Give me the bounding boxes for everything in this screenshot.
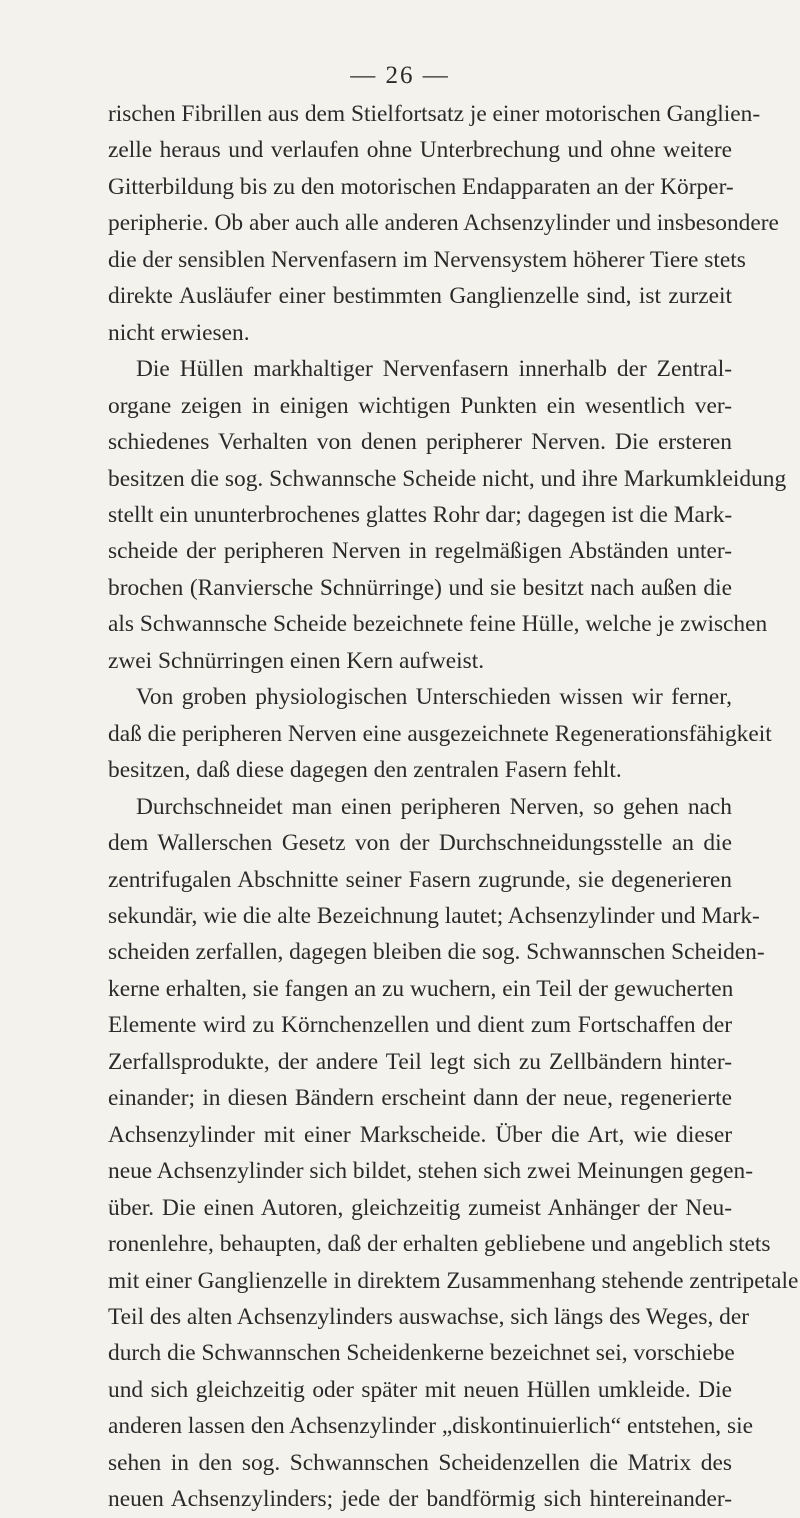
text-line: Von groben physiologischen Unterschieden wissen wir ferner, xyxy=(136,684,732,711)
text-line: peripherie. Ob aber auch alle anderen Achsenzylinder und insbesondere xyxy=(108,210,779,237)
text-line: Achsenzylinder mit einer Markscheide. Über die Art, wie dieser xyxy=(108,1121,732,1148)
body-text xyxy=(108,96,799,1518)
text-line: besitzen die sog. Schwannsche Scheide nicht, und ihre Markumkleidung xyxy=(108,465,787,492)
text-line: neue Achsenzylinder sich bildet, stehen sich zwei Meinungen gegen- xyxy=(108,1158,753,1185)
text-line: kerne erhalten, sie fangen an zu wuchern, ein Teil der gewucherten xyxy=(108,975,734,1002)
paragraph xyxy=(108,96,779,351)
text-line: ronenlehre, behaupten, daß der erhalten gebliebene und angeblich stets xyxy=(108,1231,771,1258)
text-line: scheiden zerfallen, dagegen bleiben die sog. Schwannschen Scheiden- xyxy=(108,939,765,966)
text-line: Elemente wird zu Körnchenzellen und dient zum Fortschaffen der xyxy=(108,1012,732,1039)
text-line: Die Hüllen markhaltiger Nervenfasern innerhalb der Zentral- xyxy=(136,356,732,383)
text-line: sehen in den sog. Schwannschen Scheidenzellen die Matrix des xyxy=(108,1449,732,1476)
page-number: — 26 — xyxy=(350,62,450,89)
text-line: rischen Fibrillen aus dem Stielfortsatz je einer motorischen Ganglien- xyxy=(108,101,761,127)
text-line: direkte Ausläufer einer bestimmten Ganglienzelle sind, ist zurzeit xyxy=(108,283,732,310)
text-line: schiedenes Verhalten von denen peripherer Nerven. Die ersteren xyxy=(108,429,732,456)
text-line: Teil des alten Achsenzylinders auswachse, sich längs des Weges, der xyxy=(108,1303,750,1330)
text-line: und sich gleichzeitig oder später mit neuen Hüllen umkleide. Die xyxy=(108,1376,732,1403)
text-line: daß die peripheren Nerven eine ausgezeichnete Regenerationsfähigkeit xyxy=(108,720,772,747)
text-line: zentrifugalen Abschnitte seiner Fasern zugrunde, sie degenerieren xyxy=(108,866,732,893)
text-line: über. Die einen Autoren, gleichzeitig zumeist Anhänger der Neu- xyxy=(108,1194,732,1221)
text-line: zelle heraus und verlaufen ohne Unterbrechung und ohne weitere xyxy=(108,137,732,164)
text-line: einander; in diesen Bändern erscheint dann der neue, regenerierte xyxy=(108,1085,732,1112)
text-line: als Schwannsche Scheide bezeichnete feine Hülle, welche je zwischen xyxy=(108,611,768,638)
text-line: Durchschneidet man einen peripheren Nerven, so gehen nach xyxy=(136,793,732,820)
text-line: Gitterbildung bis zu den motorischen Endapparaten an der Körper- xyxy=(108,173,734,200)
text-line: stellt ein ununterbrochenes glattes Rohr dar; dagegen ist die Mark- xyxy=(108,501,733,528)
text-line: die der sensiblen Nervenfasern im Nervensystem höherer Tiere stets xyxy=(108,246,746,273)
text-line: durch die Schwannschen Scheidenkerne bezeichnet sei, vorschiebe xyxy=(108,1340,735,1367)
text-line: nicht erwiesen. xyxy=(108,319,250,346)
text-line: brochen (Ranviersche Schnürringe) und sie besitzt nach außen die xyxy=(108,574,732,601)
text-line: dem Wallerschen Gesetz von der Durchschneidungsstelle an die xyxy=(108,830,732,857)
text-line: organe zeigen in einigen wichtigen Punkten ein wesentlich ver- xyxy=(108,392,732,419)
text-line: Zerfallsprodukte, der andere Teil legt sich zu Zellbändern hinter- xyxy=(108,1048,732,1075)
paragraph xyxy=(108,351,787,679)
text-line: scheide der peripheren Nerven in regelmäßigen Abständen unter- xyxy=(108,538,732,565)
paragraph xyxy=(108,789,799,1518)
text-line: mit einer Ganglienzelle in direktem Zusammenhang stehende zentripetale xyxy=(108,1267,799,1294)
text-line: besitzen, daß diese dagegen den zentralen Fasern fehlt. xyxy=(108,757,622,784)
paragraph xyxy=(108,679,772,788)
text-line: anderen lassen den Achsenzylinder „diskontinuierlich“ entstehen, sie xyxy=(108,1413,753,1440)
text-line: neuen Achsenzylinders; jede der bandförmig sich hintereinander- xyxy=(108,1486,732,1513)
text-line: zwei Schnürringen einen Kern aufweist. xyxy=(108,647,485,674)
text-line: sekundär, wie die alte Bezeichnung lautet; Achsenzylinder und Mark- xyxy=(108,902,760,929)
